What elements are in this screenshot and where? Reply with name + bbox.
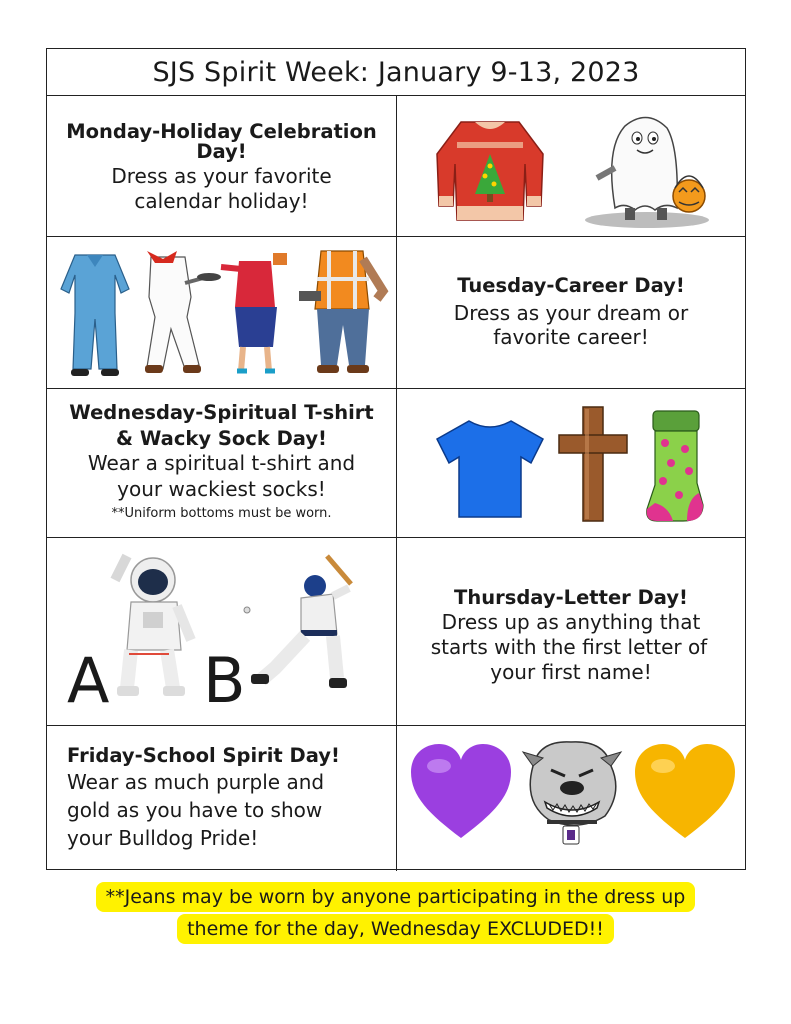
purple-heart-icon xyxy=(409,742,513,842)
cross-icon xyxy=(555,405,631,523)
friday-body-line1: Wear as much purple and xyxy=(67,770,325,794)
construction-worker-icon xyxy=(299,243,389,377)
tuesday-body-line2: favorite career! xyxy=(493,325,649,349)
astronaut-icon xyxy=(107,550,197,700)
wednesday-body-line2: your wackiest socks! xyxy=(117,477,326,501)
wednesday-row xyxy=(47,389,745,538)
wednesday-note: **Uniform bottoms must be worn. xyxy=(111,506,332,521)
monday-body-line2: calendar holiday! xyxy=(134,189,309,213)
yellow-heart-icon xyxy=(633,742,737,842)
chef-icon xyxy=(133,247,213,377)
thursday-body-line1: Dress up as anything that xyxy=(441,610,701,634)
wednesday-image-cell xyxy=(397,389,745,537)
friday-heading: Friday-School Spirit Day! xyxy=(67,744,340,767)
thursday-letter-b: B xyxy=(203,644,246,717)
jeans-notice-banner xyxy=(0,881,791,945)
thursday-letter-a: A xyxy=(67,644,110,717)
wednesday-text-cell xyxy=(47,389,397,537)
monday-heading-line2: Day! xyxy=(196,140,247,163)
thursday-heading: Thursday-Letter Day! xyxy=(454,586,688,609)
monday-body-line1: Dress as your favorite xyxy=(111,164,332,188)
tuesday-body-line1: Dress as your dream or xyxy=(453,301,689,325)
thursday-image-cell xyxy=(47,538,397,725)
thursday-body-line3: your first name! xyxy=(490,660,652,684)
bulldog-mascot-icon xyxy=(519,736,625,846)
friday-row xyxy=(47,726,745,871)
wednesday-heading-line1: Wednesday-Spiritual T-shirt xyxy=(69,401,374,424)
monday-heading-line1: Monday-Holiday Celebration xyxy=(66,120,377,143)
tuesday-image-cell xyxy=(47,237,397,388)
thursday-text-cell xyxy=(397,538,745,725)
page-title: SJS Spirit Week: January 9-13, 2023 xyxy=(47,49,745,96)
tuesday-text-cell xyxy=(397,237,745,388)
businesswoman-icon xyxy=(219,247,291,377)
friday-body-line2: gold as you have to show xyxy=(67,798,323,822)
spirit-week-flyer xyxy=(46,48,746,870)
wednesday-heading-line2: & Wacky Sock Day! xyxy=(116,427,327,450)
wednesday-body-line1: Wear a spiritual t-shirt and xyxy=(87,451,356,475)
polka-dot-sock-icon xyxy=(643,409,709,525)
tuesday-heading: Tuesday-Career Day! xyxy=(457,274,685,297)
jeans-notice-line1: **Jeans may be worn by anyone participating in the dress up xyxy=(96,882,696,912)
nurse-scrubs-icon xyxy=(57,249,133,377)
jeans-notice-line2: theme for the day, Wednesday EXCLUDED!! xyxy=(177,914,614,944)
monday-image-cell xyxy=(397,96,745,236)
friday-image-cell xyxy=(397,726,745,871)
christmas-sweater-icon xyxy=(431,114,549,226)
baseball-player-icon xyxy=(241,550,365,700)
blue-tshirt-icon xyxy=(435,417,545,521)
thursday-row xyxy=(47,538,745,726)
monday-row xyxy=(47,96,745,237)
friday-body-line3: your Bulldog Pride! xyxy=(67,826,259,850)
monday-text-cell xyxy=(47,96,397,236)
thursday-body-line2: starts with the first letter of xyxy=(430,635,708,659)
ghost-costume-icon xyxy=(575,108,725,230)
friday-text-cell xyxy=(47,726,397,871)
tuesday-row xyxy=(47,237,745,389)
